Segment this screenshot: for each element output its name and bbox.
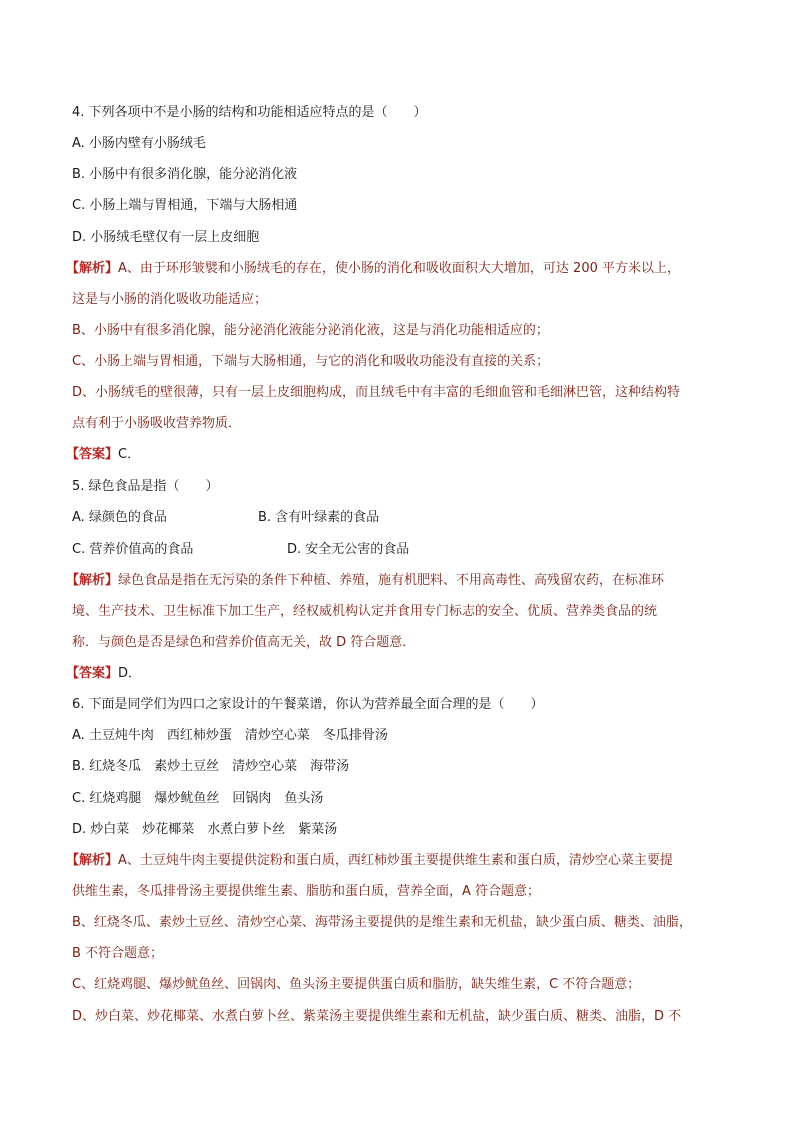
q4-analysis-line: D、小肠绒毛的壁很薄，只有一层上皮细胞构成，而且绒毛中有丰富的毛细血管和毛细淋巴管，这种结构特 [72, 385, 681, 400]
q5-stem: 5. 绿色食品是指（ ） [72, 479, 219, 494]
q6-option-b: B. 红烧冬瓜 素炒土豆丝 清炒空心菜 海带汤 [72, 759, 350, 774]
q6-stem: 6. 下面是同学们为四口之家设计的午餐菜谱，你认为营养最全面合理的是（ ） [72, 697, 544, 712]
q4-option-c: C. 小肠上端与胃相通，下端与大肠相通 [72, 198, 298, 213]
q5-option-c: C. 营养价值高的食品 [72, 542, 194, 557]
q6-analysis-line: B 不符合题意； [72, 946, 164, 961]
q6-analysis-line: 【解析】A、土豆炖牛肉主要提供淀粉和蛋白质，西红柿炒蛋主要提供维生素和蛋白质，清炒空心菜主要提 [66, 853, 673, 868]
q4-stem: 4. 下列各项中不是小肠的结构和功能相适应特点的是（ ） [72, 105, 427, 120]
answer-tag: 【答案】 [66, 666, 119, 681]
q4-answer: 【答案】C． [66, 447, 141, 462]
q4-option-a: A. 小肠内壁有小肠绒毛 [72, 136, 206, 151]
q6-analysis-line: C、红烧鸡腿、爆炒鱿鱼丝、回锅肉、鱼头汤主要提供蛋白质和脂肪，缺失维生素，C 不符合题意； [72, 977, 641, 992]
q4-analysis-line: C、小肠上端与胃相通，下端与大肠相通，与它的消化和吸收功能没有直接的关系； [72, 354, 550, 369]
q4-analysis-line: 这是与小肠的消化吸收功能适应； [72, 292, 268, 307]
analysis-tag: 【解析】 [66, 261, 119, 276]
q6-option-c: C. 红烧鸡腿 爆炒鱿鱼丝 回锅肉 鱼头汤 [72, 791, 324, 806]
q6-analysis-line: B、红烧冬瓜、素炒土豆丝、清炒空心菜、海带汤主要提供的是维生素和无机盐，缺少蛋白质、糖类、油脂， [72, 915, 692, 930]
q5-option-b: B. 含有叶绿素的食品 [258, 510, 380, 525]
q6-option-d: D. 炒白菜 炒花椰菜 水煮白萝卜丝 紫菜汤 [72, 822, 338, 837]
q4-analysis-line: B、小肠中有很多消化腺，能分泌消化液能分泌消化液，这是与消化功能相适应的； [72, 323, 549, 338]
q5-analysis-line: 境、生产技术、卫生标准下加工生产，经权威机构认定并食用专门标志的安全、优质、营养类食品的统 [72, 604, 658, 619]
q6-analysis-line: 供维生素，冬瓜排骨汤主要提供维生素、脂肪和蛋白质，营养全面，A 符合题意； [72, 884, 541, 899]
q6-option-a: A. 土豆炖牛肉 西红柿炒蛋 清炒空心菜 冬瓜排骨汤 [72, 728, 388, 743]
q4-analysis-line: 点有利于小肠吸收营养物质． [72, 416, 242, 431]
analysis-tag: 【解析】 [66, 853, 119, 868]
answer-tag: 【答案】 [66, 447, 119, 462]
q5-option-d: D. 安全无公害的食品 [287, 542, 410, 557]
q5-analysis-line: 称．与颜色是否是绿色和营养价值高无关，故 D 符合题意． [72, 635, 416, 650]
q5-option-a: A. 绿颜色的食品 [72, 510, 167, 525]
q6-analysis-line: D、炒白菜、炒花椰菜、水煮白萝卜丝、紫菜汤主要提供维生素和无机盐，缺少蛋白质、糖类、油脂，D 不 [72, 1009, 682, 1024]
analysis-tag: 【解析】 [66, 573, 119, 588]
q4-analysis-line: 【解析】A、由于环形皱襞和小肠绒毛的存在，使小肠的消化和吸收面积大大增加，可达 200 平方米以上， [66, 261, 680, 276]
q4-option-b: B. 小肠中有很多消化腺，能分泌消化液 [72, 167, 298, 182]
q5-answer: 【答案】D． [66, 666, 142, 681]
q4-option-d: D. 小肠绒毛壁仅有一层上皮细胞 [72, 230, 260, 245]
q5-analysis-line: 【解析】绿色食品是指在无污染的条件下种植、养殖，施有机肥料、不用高毒性、高残留农药，在标准环 [66, 573, 665, 588]
